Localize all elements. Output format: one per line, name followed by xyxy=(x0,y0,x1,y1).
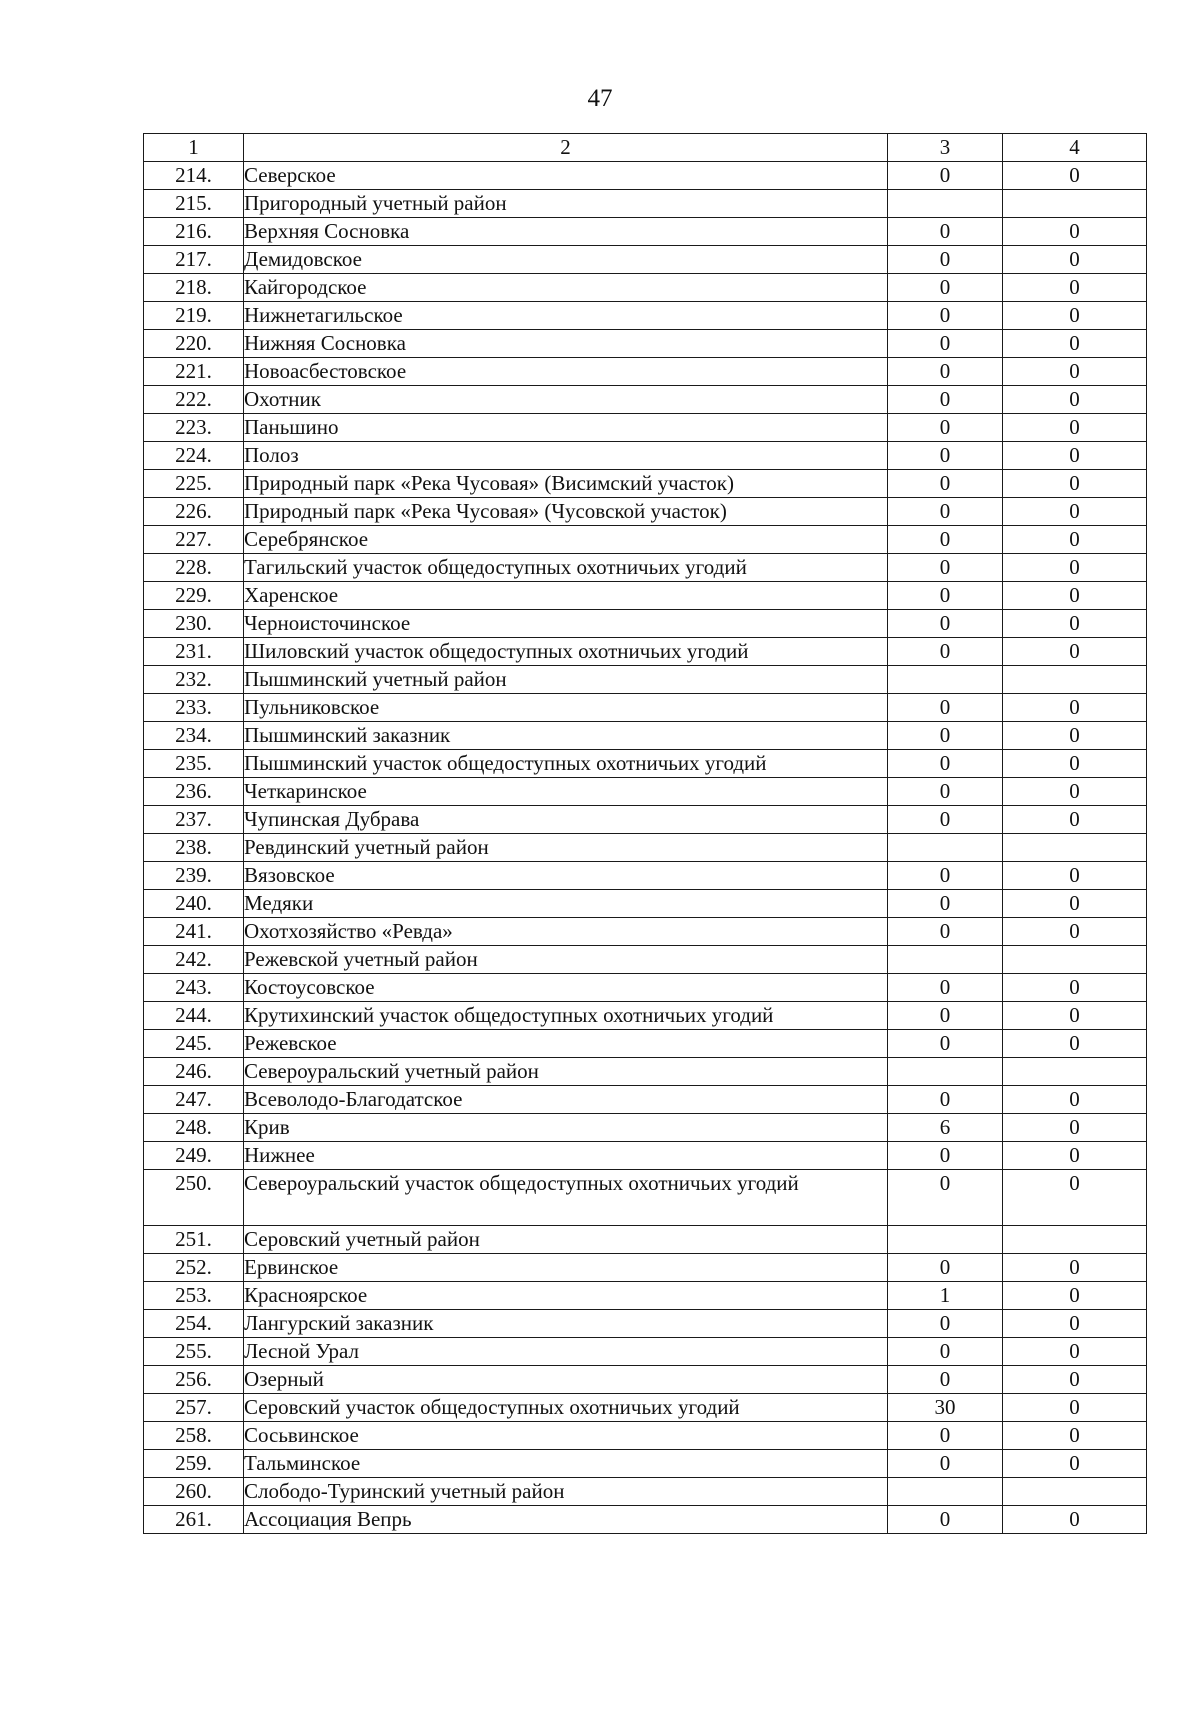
row-number: 226. xyxy=(144,498,244,526)
row-value-3 xyxy=(888,666,1003,694)
table-row xyxy=(144,246,1147,274)
row-value-3: 1 xyxy=(888,1282,1003,1310)
row-name: Шиловский участок общедоступных охотничьих угодий xyxy=(244,638,888,666)
row-value-4: 0 xyxy=(1003,1170,1147,1226)
row-name: Природный парк «Река Чусовая» (Чусовской участок) xyxy=(244,498,888,526)
row-value-4 xyxy=(1003,834,1147,862)
row-number: 232. xyxy=(144,666,244,694)
row-value-3: 0 xyxy=(888,470,1003,498)
row-value-3: 0 xyxy=(888,722,1003,750)
row-number: 215. xyxy=(144,190,244,218)
table-row xyxy=(144,1058,1147,1086)
row-number: 222. xyxy=(144,386,244,414)
row-name: Новоасбестовское xyxy=(244,358,888,386)
row-number: 239. xyxy=(144,862,244,890)
row-value-4: 0 xyxy=(1003,1142,1147,1170)
row-value-3: 0 xyxy=(888,1338,1003,1366)
row-value-3: 30 xyxy=(888,1394,1003,1422)
row-name: Охотхозяйство «Ревда» xyxy=(244,918,888,946)
row-name: Северское xyxy=(244,162,888,190)
row-value-4: 0 xyxy=(1003,414,1147,442)
row-value-3: 0 xyxy=(888,890,1003,918)
header-col-1: 1 xyxy=(144,134,244,162)
table-row xyxy=(144,302,1147,330)
row-name: Режевской учетный район xyxy=(244,946,888,974)
row-name: Крутихинский участок общедоступных охотничьих угодий xyxy=(244,1002,888,1030)
table-row xyxy=(144,1114,1147,1142)
row-name: Красноярское xyxy=(244,1282,888,1310)
row-number: 255. xyxy=(144,1338,244,1366)
row-value-4 xyxy=(1003,666,1147,694)
row-number: 248. xyxy=(144,1114,244,1142)
row-name: Харенское xyxy=(244,582,888,610)
row-value-3: 0 xyxy=(888,1142,1003,1170)
table-row xyxy=(144,1086,1147,1114)
row-name: Ассоциация Вепрь xyxy=(244,1506,888,1534)
table-row xyxy=(144,162,1147,190)
row-value-3: 0 xyxy=(888,1254,1003,1282)
row-number: 238. xyxy=(144,834,244,862)
row-value-4: 0 xyxy=(1003,1282,1147,1310)
row-number: 224. xyxy=(144,442,244,470)
row-name: Природный парк «Река Чусовая» (Висимский участок) xyxy=(244,470,888,498)
row-number: 229. xyxy=(144,582,244,610)
row-value-3 xyxy=(888,190,1003,218)
row-number: 219. xyxy=(144,302,244,330)
row-value-4: 0 xyxy=(1003,806,1147,834)
table-row xyxy=(144,1254,1147,1282)
row-number: 246. xyxy=(144,1058,244,1086)
row-number: 225. xyxy=(144,470,244,498)
row-number: 252. xyxy=(144,1254,244,1282)
row-value-4: 0 xyxy=(1003,302,1147,330)
row-value-3: 0 xyxy=(888,1030,1003,1058)
row-value-4: 0 xyxy=(1003,358,1147,386)
table-row xyxy=(144,890,1147,918)
table-row xyxy=(144,498,1147,526)
hunting-grounds-table xyxy=(143,133,1147,1534)
row-value-3: 0 xyxy=(888,918,1003,946)
row-value-4: 0 xyxy=(1003,1338,1147,1366)
table-row xyxy=(144,834,1147,862)
table-row xyxy=(144,386,1147,414)
row-name: Лангурский заказник xyxy=(244,1310,888,1338)
row-number: 227. xyxy=(144,526,244,554)
row-value-4: 0 xyxy=(1003,1506,1147,1534)
row-value-4: 0 xyxy=(1003,1394,1147,1422)
table-row xyxy=(144,806,1147,834)
row-name: Пышминский участок общедоступных охотничьих угодий xyxy=(244,750,888,778)
table-row xyxy=(144,1394,1147,1422)
row-name: Кайгородское xyxy=(244,274,888,302)
row-name: Тагильский участок общедоступных охотничьих угодий xyxy=(244,554,888,582)
table-row xyxy=(144,442,1147,470)
row-name: Нижняя Сосновка xyxy=(244,330,888,358)
row-number: 260. xyxy=(144,1478,244,1506)
row-name: Лесной Урал xyxy=(244,1338,888,1366)
row-name: Всеволодо-Благодатское xyxy=(244,1086,888,1114)
row-name: Пульниковское xyxy=(244,694,888,722)
row-number: 253. xyxy=(144,1282,244,1310)
row-number: 251. xyxy=(144,1226,244,1254)
row-value-4: 0 xyxy=(1003,918,1147,946)
row-value-4 xyxy=(1003,1478,1147,1506)
row-number: 242. xyxy=(144,946,244,974)
header-col-4: 4 xyxy=(1003,134,1147,162)
row-number: 244. xyxy=(144,1002,244,1030)
table-row xyxy=(144,946,1147,974)
row-name: Нижнее xyxy=(244,1142,888,1170)
table-row xyxy=(144,694,1147,722)
row-value-3: 0 xyxy=(888,694,1003,722)
row-name: Черноисточинское xyxy=(244,610,888,638)
row-value-4: 0 xyxy=(1003,442,1147,470)
row-number: 258. xyxy=(144,1422,244,1450)
table-row xyxy=(144,582,1147,610)
row-value-4: 0 xyxy=(1003,694,1147,722)
table-row xyxy=(144,414,1147,442)
table-row xyxy=(144,1422,1147,1450)
row-value-3: 0 xyxy=(888,1450,1003,1478)
row-value-4: 0 xyxy=(1003,610,1147,638)
row-value-3: 0 xyxy=(888,442,1003,470)
table-row xyxy=(144,554,1147,582)
row-name: Медяки xyxy=(244,890,888,918)
row-value-4: 0 xyxy=(1003,974,1147,1002)
row-value-4: 0 xyxy=(1003,750,1147,778)
row-number: 259. xyxy=(144,1450,244,1478)
row-number: 240. xyxy=(144,890,244,918)
row-value-4: 0 xyxy=(1003,274,1147,302)
row-value-3: 0 xyxy=(888,330,1003,358)
row-name: Нижнетагильское xyxy=(244,302,888,330)
row-value-3 xyxy=(888,946,1003,974)
row-value-3: 0 xyxy=(888,610,1003,638)
row-value-3 xyxy=(888,834,1003,862)
row-value-3: 6 xyxy=(888,1114,1003,1142)
row-number: 217. xyxy=(144,246,244,274)
row-value-4: 0 xyxy=(1003,778,1147,806)
row-number: 234. xyxy=(144,722,244,750)
table-row xyxy=(144,722,1147,750)
row-name: Слободо-Туринский учетный район xyxy=(244,1478,888,1506)
row-value-4: 0 xyxy=(1003,218,1147,246)
row-value-4: 0 xyxy=(1003,526,1147,554)
row-number: 256. xyxy=(144,1366,244,1394)
row-name: Крив xyxy=(244,1114,888,1142)
row-name: Костоусовское xyxy=(244,974,888,1002)
row-value-3: 0 xyxy=(888,638,1003,666)
table-row xyxy=(144,750,1147,778)
row-number: 241. xyxy=(144,918,244,946)
row-value-4: 0 xyxy=(1003,862,1147,890)
row-name: Серовский учетный район xyxy=(244,1226,888,1254)
row-name: Тальминское xyxy=(244,1450,888,1478)
row-value-3: 0 xyxy=(888,554,1003,582)
row-value-3: 0 xyxy=(888,582,1003,610)
table-row xyxy=(144,470,1147,498)
row-value-3: 0 xyxy=(888,302,1003,330)
table-row xyxy=(144,638,1147,666)
table-row xyxy=(144,1226,1147,1254)
row-number: 228. xyxy=(144,554,244,582)
row-name: Полоз xyxy=(244,442,888,470)
table-row xyxy=(144,778,1147,806)
table-row xyxy=(144,1030,1147,1058)
row-name: Пышминский заказник xyxy=(244,722,888,750)
row-value-4: 0 xyxy=(1003,1114,1147,1142)
table-row xyxy=(144,526,1147,554)
row-value-3: 0 xyxy=(888,1086,1003,1114)
table-row xyxy=(144,862,1147,890)
table-row xyxy=(144,974,1147,1002)
row-value-3: 0 xyxy=(888,974,1003,1002)
row-value-3: 0 xyxy=(888,218,1003,246)
table-row xyxy=(144,1170,1147,1226)
row-number: 233. xyxy=(144,694,244,722)
row-value-4: 0 xyxy=(1003,162,1147,190)
row-number: 261. xyxy=(144,1506,244,1534)
row-name: Серовский участок общедоступных охотничьих угодий xyxy=(244,1394,888,1422)
row-value-3: 0 xyxy=(888,1170,1003,1226)
row-value-3: 0 xyxy=(888,498,1003,526)
row-number: 249. xyxy=(144,1142,244,1170)
row-value-3: 0 xyxy=(888,1506,1003,1534)
table-row xyxy=(144,218,1147,246)
row-value-3: 0 xyxy=(888,358,1003,386)
row-value-4 xyxy=(1003,1226,1147,1254)
row-name: Четкаринское xyxy=(244,778,888,806)
row-name: Режевское xyxy=(244,1030,888,1058)
table-row xyxy=(144,330,1147,358)
row-value-4 xyxy=(1003,190,1147,218)
table-header-row xyxy=(144,134,1147,162)
table-row xyxy=(144,610,1147,638)
row-number: 247. xyxy=(144,1086,244,1114)
table-row xyxy=(144,1142,1147,1170)
table-row xyxy=(144,1002,1147,1030)
row-name: Ервинское xyxy=(244,1254,888,1282)
row-name: Пригородный учетный район xyxy=(244,190,888,218)
table-row xyxy=(144,190,1147,218)
row-value-4: 0 xyxy=(1003,582,1147,610)
row-number: 235. xyxy=(144,750,244,778)
row-name: Чупинская Дубрава xyxy=(244,806,888,834)
page-number: 47 xyxy=(587,85,613,112)
header-col-3: 3 xyxy=(888,134,1003,162)
row-value-3 xyxy=(888,1058,1003,1086)
row-value-3: 0 xyxy=(888,1002,1003,1030)
row-name: Озерный xyxy=(244,1366,888,1394)
row-name: Демидовское xyxy=(244,246,888,274)
row-value-4: 0 xyxy=(1003,246,1147,274)
row-value-3: 0 xyxy=(888,526,1003,554)
row-value-4: 0 xyxy=(1003,470,1147,498)
table-row xyxy=(144,1450,1147,1478)
row-value-4: 0 xyxy=(1003,554,1147,582)
row-name: Вязовское xyxy=(244,862,888,890)
row-number: 250. xyxy=(144,1170,244,1226)
row-value-4: 0 xyxy=(1003,386,1147,414)
table-row xyxy=(144,274,1147,302)
row-value-3 xyxy=(888,1226,1003,1254)
row-value-3: 0 xyxy=(888,1366,1003,1394)
row-number: 254. xyxy=(144,1310,244,1338)
row-number: 245. xyxy=(144,1030,244,1058)
row-value-3: 0 xyxy=(888,778,1003,806)
row-value-3: 0 xyxy=(888,274,1003,302)
row-value-3: 0 xyxy=(888,806,1003,834)
row-value-4 xyxy=(1003,1058,1147,1086)
row-value-4 xyxy=(1003,946,1147,974)
row-value-3: 0 xyxy=(888,1310,1003,1338)
row-value-4: 0 xyxy=(1003,1366,1147,1394)
row-value-4: 0 xyxy=(1003,1422,1147,1450)
table-row xyxy=(144,1338,1147,1366)
row-value-3: 0 xyxy=(888,1422,1003,1450)
row-number: 221. xyxy=(144,358,244,386)
row-value-3: 0 xyxy=(888,862,1003,890)
row-number: 237. xyxy=(144,806,244,834)
row-number: 223. xyxy=(144,414,244,442)
row-name: Сосьвинское xyxy=(244,1422,888,1450)
row-number: 218. xyxy=(144,274,244,302)
row-name: Пышминский учетный район xyxy=(244,666,888,694)
row-value-3: 0 xyxy=(888,386,1003,414)
row-number: 257. xyxy=(144,1394,244,1422)
row-name: Серебрянское xyxy=(244,526,888,554)
row-number: 214. xyxy=(144,162,244,190)
header-col-2: 2 xyxy=(244,134,888,162)
row-value-3 xyxy=(888,1478,1003,1506)
row-value-3: 0 xyxy=(888,246,1003,274)
row-name: Верхняя Сосновка xyxy=(244,218,888,246)
table-row xyxy=(144,1310,1147,1338)
row-number: 243. xyxy=(144,974,244,1002)
row-value-4: 0 xyxy=(1003,1030,1147,1058)
row-number: 236. xyxy=(144,778,244,806)
row-number: 230. xyxy=(144,610,244,638)
table-row xyxy=(144,1506,1147,1534)
row-name xyxy=(244,1170,888,1226)
table-row xyxy=(144,918,1147,946)
row-number: 220. xyxy=(144,330,244,358)
row-value-4: 0 xyxy=(1003,1002,1147,1030)
row-value-3: 0 xyxy=(888,414,1003,442)
row-value-4: 0 xyxy=(1003,1254,1147,1282)
table-row xyxy=(144,666,1147,694)
table-row xyxy=(144,358,1147,386)
table-row xyxy=(144,1282,1147,1310)
table-row xyxy=(144,1478,1147,1506)
row-value-3: 0 xyxy=(888,750,1003,778)
row-name: Североуральский учетный район xyxy=(244,1058,888,1086)
row-value-4: 0 xyxy=(1003,330,1147,358)
row-name: Охотник xyxy=(244,386,888,414)
row-name-text: Североуральский участок общедоступных охотничьих угодий xyxy=(244,1171,799,1195)
row-number: 216. xyxy=(144,218,244,246)
row-value-3: 0 xyxy=(888,162,1003,190)
table-row xyxy=(144,1366,1147,1394)
row-number: 231. xyxy=(144,638,244,666)
row-value-4: 0 xyxy=(1003,638,1147,666)
row-name: Паньшино xyxy=(244,414,888,442)
row-value-4: 0 xyxy=(1003,498,1147,526)
row-value-4: 0 xyxy=(1003,1310,1147,1338)
row-value-4: 0 xyxy=(1003,1450,1147,1478)
row-value-4: 0 xyxy=(1003,890,1147,918)
row-value-4: 0 xyxy=(1003,1086,1147,1114)
row-name: Ревдинский учетный район xyxy=(244,834,888,862)
row-value-4: 0 xyxy=(1003,722,1147,750)
